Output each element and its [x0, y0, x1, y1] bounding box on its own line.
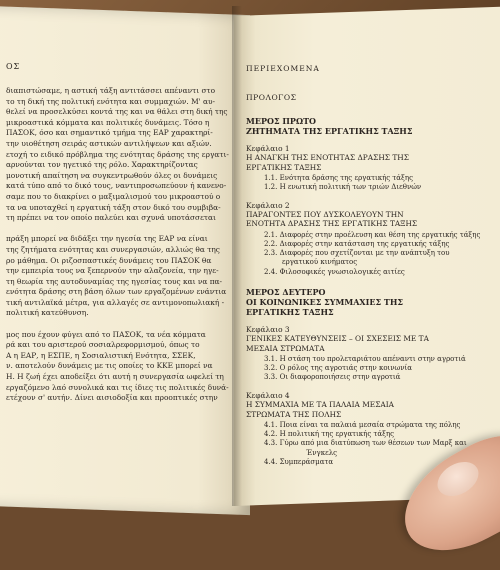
open-book: [0, 6, 500, 506]
left-page-line: θελεί να προσελκύσει κοντά της και να θάλει στη δική της: [6, 107, 228, 117]
part-one-label: ΜΕΡΟΣ ΠΡΩΤΟ: [246, 116, 316, 126]
chapter-3-title-cont: ΜΕΣΑΙΑ ΣΤΡΩΜΑΤΑ: [246, 343, 325, 353]
left-page-line: [6, 319, 242, 330]
left-page-line: κατά τύπο από το δικό τους, ναντιπροσωπεύουν ή κανενο-: [6, 181, 227, 191]
left-page-line: την εμπειρία τους να ξεπερνούν την αλαζονεία, την ηγε-: [6, 266, 219, 276]
toc-item: 3.2. Ο ρόλος της αγροτιάς στην κοινωνία: [264, 364, 412, 373]
left-page-line: εργαζόμενο λαό συνολικά και τις ίδιες τις πολιτικές δυνά-: [6, 382, 229, 392]
chapter-1-title-cont: ΕΡΓΑΤΙΚΗΣ ΤΑΞΗΣ: [246, 162, 322, 172]
chapter-2-number: Κεφάλαιο 2: [246, 200, 290, 210]
left-page-line: ετέχουν σ' αυτήν. Δίνει αισιοδοξία και προοπτικές στην: [6, 393, 218, 403]
left-page-line: το τη δική της πολιτική ενότητα και συμμαχιών. Μ' αυ-: [6, 96, 216, 106]
toc-prologue: ΠΡΟΛΟΓΟΣ: [246, 93, 297, 102]
chapter-1-title: Η ΑΝΑΓΚΗ ΤΗΣ ΕΝΟΤΗΤΑΣ ΔΡΑΣΗΣ ΤΗΣ: [246, 153, 409, 163]
left-page-line: ετοχή το ειδικό πρόβλημα της ενότητας δράσης της εργατι-: [6, 149, 229, 159]
left-page-line: ν. αποτελούν δυνάμεις με τις οποίες το ΚΚΕ μπορεί να: [6, 361, 213, 371]
table-of-contents: [246, 64, 482, 467]
chapter-4-title: Η ΣΥΜΜΑΧΙΑ ΜΕ ΤΑ ΠΑΛΑΙΑ ΜΕΣΑΙΑ: [246, 400, 395, 410]
part-two-label: ΜΕΡΟΣ ΔΕΥΤΕΡΟ: [246, 286, 326, 297]
left-page-line: αρνούνται τον ηγετικό της ρόλο. Χαρακτηρίζοντας: [6, 160, 198, 170]
toc-chapter-4: [246, 391, 482, 419]
toc-item: Ένγκελς: [306, 448, 338, 457]
toc-item: 2.3. Διαφορές που σχετίζονται με την ανάπτυξη του: [264, 249, 450, 258]
toc-item: 3.3. Οι διαφοροποιήσεις στην αγροτιά: [264, 373, 401, 382]
left-page-line: μικροαστικά κόμματα και πολιτικές δυνάμεις. Τόσο η: [6, 117, 210, 127]
toc-item: 4.1. Ποια είναι τα παλαιά μεσαία στρώματα της πόλης: [264, 420, 461, 429]
toc-chapter-3: [246, 325, 482, 353]
left-page-line: τα να υποταχθεί η εργατική τάξη στον δικό του συμβιβα-: [6, 202, 221, 212]
left-page-text: [6, 86, 242, 404]
chapter-2-title-cont: ΕΝΟΤΗΤΑ ΔΡΑΣΗΣ ΤΗΣ ΕΡΓΑΤΙΚΗΣ ΤΑΞΗΣ: [246, 219, 418, 229]
left-page-line: τη θεωρία της αυτοδυναμίας της ηγεσίας τους και να πα-: [6, 276, 223, 286]
left-page-line: τική αντιλαϊκά μέτρα, για αλλαγές σε αντιμονοπωλιακή -: [6, 297, 225, 307]
toc-item: 3.1. Η στάση του προλεταριάτου απέναντι στην αγροτιά: [264, 355, 466, 364]
left-page-line: [6, 224, 242, 235]
left-page-line: ενότητα δράσης στη βάση όλων των εργαζομένων ενάντια: [6, 287, 227, 297]
left-page-line: μονοτική απαίτηση να συγκεντρωθούν όλες οι δυνάμεις: [6, 170, 218, 180]
toc-item: 2.4. Φιλοσοφικές γνωσιολογικές αιτίες: [264, 267, 405, 276]
left-page-line: Η. Η ζωή έχει αποδείξει ότι αυτή η συνεργασία ωφελεί τη: [6, 372, 224, 382]
left-page-line: ρά και του αριστερού σοσιαλρεφορμισμού, όπως το: [6, 340, 200, 350]
part-two-title: ΟΙ ΚΟΙΝΩΝΙΚΕΣ ΣΥΜΜΑΧΙΕΣ ΤΗΣ: [246, 296, 404, 307]
left-page-line: ρο μάθημα. Οι ριζοσπαστικές δυνάμεις του ΠΑΣΟΚ θα: [6, 255, 212, 265]
part-one-title: ΖΗΤΗΜΑΤΑ ΤΗΣ ΕΡΓΑΤΙΚΗΣ ΤΑΞΗΣ: [246, 126, 413, 136]
toc-item: εργατικού κινήματος: [282, 258, 358, 267]
toc-item: 4.2. Η πολιτική της εργατικής τάξης: [264, 430, 395, 439]
left-page-line: σαμε που το διακρίνει ο μαξιμαλισμού του μικροαστού ο: [6, 191, 221, 201]
chapter-4-number: Κεφάλαιο 4: [246, 390, 290, 400]
toc-item: 1.2. Η ενωτική πολιτική των τριών Διεθνών: [264, 183, 422, 192]
left-page-line: την υιοθέτηση σειράς αστικών αντιλήψεων και αξιών.: [6, 138, 212, 148]
toc-item: 1.1. Ενότητα δράσης της εργατικής τάξης: [264, 174, 413, 183]
toc-item: 2.2. Διαφορές στην κατάσταση της εργατικής τάξης: [264, 240, 450, 249]
left-page-line: της ζητήματα ενότητας και συνεργασιών, αλλιώς θα της: [6, 244, 220, 254]
toc-chapter-2: [246, 201, 482, 229]
toc-item: 2.1. Διαφορές στην προέλευση και θέση της εργατικής τάξης: [264, 230, 481, 239]
toc-header: ΠΕΡΙΕΧΟΜΕΝΑ: [246, 64, 320, 73]
chapter-1-number: Κεφάλαιο 1: [246, 144, 290, 153]
chapter-4-title-cont: ΣΤΡΩΜΑΤΑ ΤΗΣ ΠΟΛΗΣ: [246, 409, 342, 419]
left-page-line: διαπιστώσαμε, η αστική τάξη αντιτάσσει απέναντι στο: [6, 86, 216, 95]
toc-chapter-1: [246, 144, 482, 172]
left-page-header: ΟΣ: [6, 62, 21, 71]
left-page-line: μος που έχουν φύγει από το ΠΑΣΟΚ, τα νέα κόμματα: [6, 329, 206, 339]
left-page-line: τη πρέπει να τον οποίο παλεύει και σχυνά υποτάσσεται: [6, 213, 216, 223]
left-page-line: πράξη μπορεί να διδάξει την ηγεσία της ΕΑΡ να είναι: [6, 234, 208, 244]
left-page-line: ΠΑΣΟΚ, όσο και σημαντικό τμήμα της ΕΑΡ χαρακτηρί-: [6, 128, 213, 138]
toc-part-two: [246, 287, 482, 317]
left-page-line: πολιτική κατεύθυνση.: [6, 308, 89, 318]
part-two-title-cont: ΕΡΓΑΤΙΚΗΣ ΤΑΞΗΣ: [246, 306, 334, 317]
left-page-line: Α η ΕΑΡ, η ΕΣΠΕ, η Σοσιαλιστική Ενότητα, ΣΣΕΚ,: [6, 350, 196, 360]
chapter-2-title: ΠΑΡΑΓΟΝΤΕΣ ΠΟΥ ΔΥΣΚΟΛΕΥΟΥΝ ΤΗΝ: [246, 210, 404, 220]
chapter-3-number: Κεφάλαιο 3: [246, 324, 290, 334]
chapter-3-title: ΓΕΝΙΚΕΣ ΚΑΤΕΥΘΥΝΣΕΙΣ – ΟΙ ΣΧΕΣΕΙΣ ΜΕ ΤΑ: [246, 334, 429, 344]
toc-item: 4.3. Γύρω από μια διατύπωση των θέσεων των Μαρξ και: [264, 439, 467, 448]
toc-item: 4.4. Συμπεράσματα: [264, 457, 334, 466]
toc-part-one: [246, 116, 482, 136]
